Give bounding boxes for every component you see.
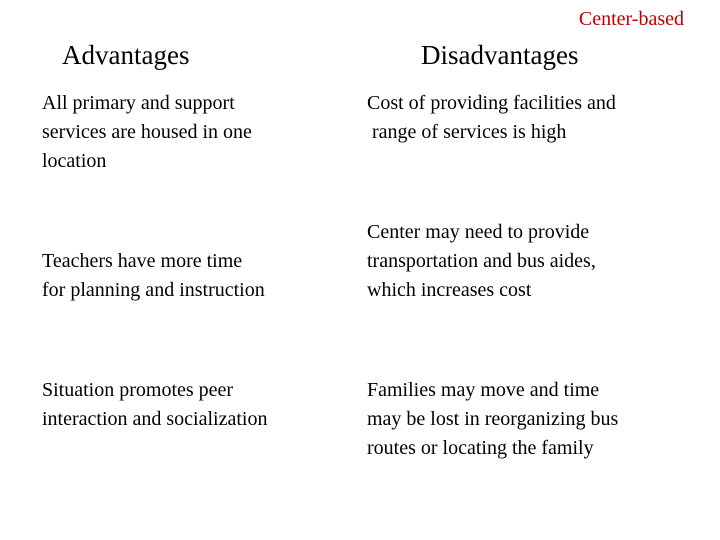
advantage-item-3: Situation promotes peer interaction and socialization [42, 379, 268, 430]
advantage-item-2: Teachers have more time for planning and instruction [42, 250, 265, 301]
advantage-item-1: All primary and support services are housed in one location [42, 92, 252, 172]
advantages-heading: Advantages [62, 40, 190, 70]
disadvantage-item-2: Center may need to provide transportation and bus aides, which increases cost [367, 221, 596, 301]
slide-title: Center-based [578, 8, 684, 30]
disadvantages-heading: Disadvantages [421, 40, 579, 70]
disadvantage-item-3: Families may move and time may be lost in reorganizing bus routes or locating the family [367, 379, 619, 459]
disadvantage-item-1: Cost of providing facilities and range of services is high [367, 92, 616, 143]
